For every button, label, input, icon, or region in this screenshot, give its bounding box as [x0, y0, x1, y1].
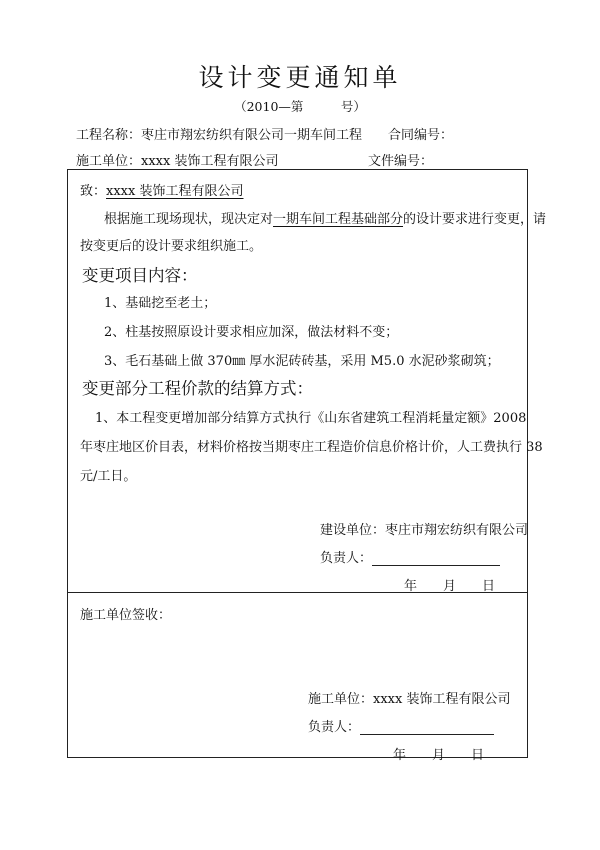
settlement-heading: 变更部分工程价款的结算方式： [82, 379, 313, 398]
addressee-value: xxxx 装饰工程有限公司 [106, 184, 244, 199]
owner-date: 年 月 日 [404, 579, 496, 594]
changes-heading: 变更项目内容： [82, 266, 198, 285]
project-name-label: 工程名称： [76, 128, 142, 143]
contractor-date: 年 月 日 [393, 748, 485, 763]
intro-line-1 [104, 208, 546, 227]
owner-signature-line [372, 550, 500, 566]
document-number: （2010—第 号） [234, 99, 366, 114]
contract-number-label: 合同编号： [388, 128, 454, 143]
contractor-signature-line [360, 719, 494, 735]
addressee-prefix: 致： [80, 184, 107, 199]
owner-responsible-row [320, 547, 500, 566]
project-name-row [76, 124, 362, 143]
document-title: 设计变更通知单 [198, 63, 402, 92]
intro-underlined-scope: 一期车间工程基础部分 [273, 212, 404, 227]
contractor-responsible-row [308, 716, 494, 735]
change-item-2: 2、柱基按照原设计要求相应加深，做法材料不变； [104, 325, 399, 340]
owner-label: 建设单位： [320, 523, 386, 538]
change-item-3: 3、毛石基础上做 370㎜ 厚水泥砖砖基，采用 M5.0 水泥砂浆砌筑； [104, 354, 500, 369]
intro-text-a: 根据施工现场现状，现决定对 [104, 212, 274, 227]
contractor-value: xxxx 装饰工程有限公司 [141, 154, 279, 169]
intro-line-2: 按变更后的设计要求组织施工。 [80, 239, 263, 254]
owner-signature-row [320, 519, 528, 538]
contractor-responsible-label: 负责人： [308, 720, 361, 735]
contractor-sign-label: 施工单位： [308, 692, 374, 707]
owner-responsible-label: 负责人： [320, 551, 373, 566]
owner-value: 枣庄市翔宏纺织有限公司 [385, 523, 529, 538]
section-divider [68, 592, 527, 593]
addressee-row [80, 180, 243, 199]
settlement-line-2: 年枣庄地区价目表，材料价格按当期枣庄工程造价信息价格计价，人工费执行 38 [80, 440, 543, 455]
change-item-1: 1、基础挖至老土； [104, 296, 217, 311]
settlement-line-1: 1、本工程变更增加部分结算方式执行《山东省建筑工程消耗量定额》2008 [95, 411, 527, 426]
contractor-label: 施工单位： [76, 154, 142, 169]
project-name-value: 枣庄市翔宏纺织有限公司一期车间工程 [141, 128, 363, 143]
contractor-signature-row [308, 688, 510, 707]
file-number-label: 文件编号： [368, 154, 434, 169]
notice-table [67, 169, 547, 763]
contractor-sign-heading: 施工单位签收： [80, 608, 172, 623]
intro-text-b: 的设计要求进行变更，请 [403, 212, 547, 227]
contractor-sign-value: xxxx 装饰工程有限公司 [373, 692, 511, 707]
settlement-line-3: 元/工日。 [80, 469, 137, 484]
contractor-row [76, 150, 278, 169]
